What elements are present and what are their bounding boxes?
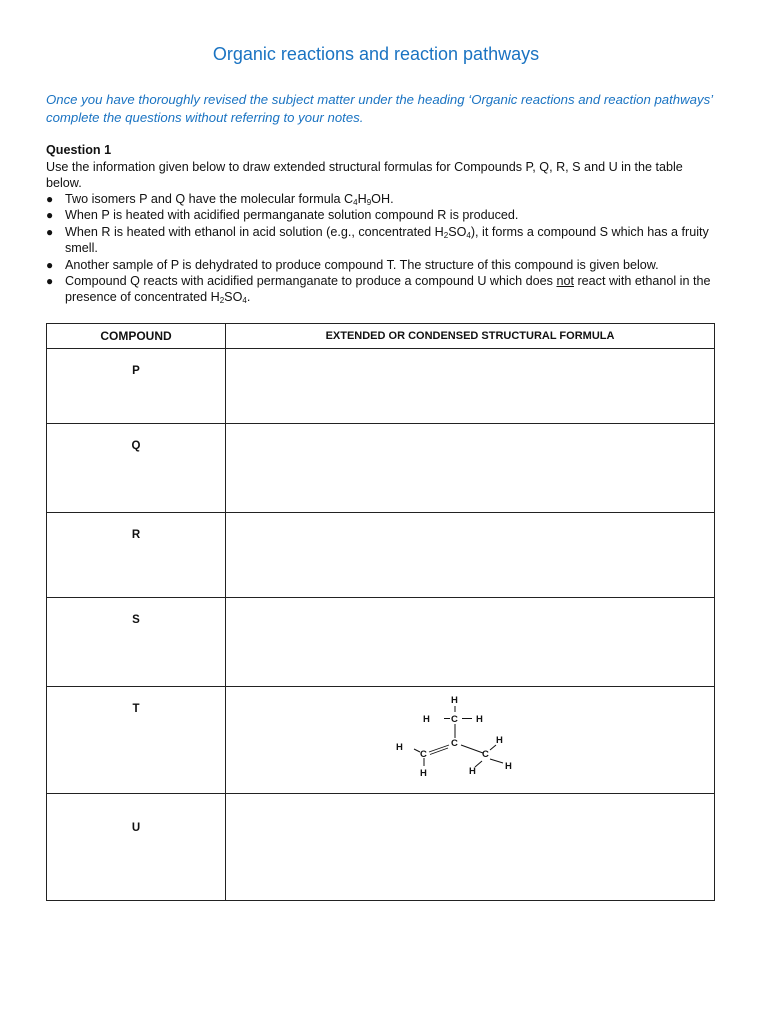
question-lead: Use the information given below to draw extended structural formulas for Compounds P, Q, R, S and U in the table below. — [46, 160, 683, 190]
formula-cell[interactable] — [226, 513, 715, 598]
atom-label: H — [505, 761, 512, 772]
question-heading: Question 1 — [46, 143, 112, 157]
compound-label: R — [47, 513, 226, 598]
bullet-item: ● When P is heated with acidified permanganate solution compound R is produced. — [46, 208, 519, 223]
compound-label: S — [47, 598, 226, 687]
bullet-item: ● Another sample of P is dehydrated to produce compound T. The structure of this compound is given below. — [46, 257, 659, 272]
bullet-item: ● Compound Q reacts with acidified permanganate to produce a compound U which does not react with ethanol in the presence of concentrated $H_2SO_4$. — [46, 274, 711, 306]
atom-label: H — [476, 714, 483, 725]
formula-cell — [226, 687, 715, 794]
atom-label: H — [451, 695, 458, 706]
atom-label: H — [396, 742, 403, 753]
atom-label: H — [420, 768, 427, 779]
table-header-row — [47, 324, 715, 349]
table-row — [47, 687, 715, 794]
table-row — [47, 598, 715, 687]
table-row — [47, 513, 715, 598]
formula-column-header: EXTENDED OR CONDENSED STRUCTURAL FORMULA — [226, 324, 715, 349]
bullet-icon: ● — [46, 257, 54, 272]
compound-label: T — [47, 687, 226, 794]
atom-label: H — [423, 714, 430, 725]
atom-label: H — [496, 735, 503, 746]
atom-label: C — [482, 749, 489, 760]
compound-label: U — [47, 794, 226, 901]
intro-text: Once you have thoroughly revised the subject matter under the heading ‘Organic reactions and reaction pathways’ complete the questions without referring to your notes. — [46, 92, 713, 125]
atom-label: C — [451, 714, 458, 725]
question-bullets — [46, 191, 714, 306]
atom-label: H — [469, 766, 476, 777]
compound-label: Q — [47, 424, 226, 513]
compound-label: P — [47, 349, 226, 424]
table-row — [47, 424, 715, 513]
formula-cell[interactable] — [226, 794, 715, 901]
formula-cell[interactable] — [226, 424, 715, 513]
page-title: Organic reactions and reaction pathways — [212, 44, 540, 64]
bond-line — [490, 759, 503, 763]
table-row — [47, 349, 715, 424]
atom-label: C — [420, 749, 427, 760]
bullet-icon: ● — [46, 208, 54, 223]
formula-cell[interactable] — [226, 349, 715, 424]
bullet-icon: ● — [46, 224, 54, 239]
compound-table — [46, 323, 715, 901]
bullet-item: ● When R is heated with ethanol in acid solution (e.g., concentrated $H_2SO_4$), it forms a compound S which has a fruity smell. — [46, 224, 709, 256]
bond-line — [461, 745, 483, 753]
bullet-icon: ● — [46, 274, 54, 289]
formula-cell[interactable] — [226, 598, 715, 687]
table-row — [47, 794, 715, 901]
compound-column-header: COMPOUND — [47, 324, 226, 349]
bullet-item: ● Two isomers P and Q have the molecular formula $C_4H_9OH$. — [46, 192, 394, 207]
bullet-icon: ● — [46, 192, 54, 206]
atom-label: C — [451, 738, 458, 749]
bond-line — [475, 761, 482, 767]
molecule-t-diagram — [386, 689, 526, 789]
